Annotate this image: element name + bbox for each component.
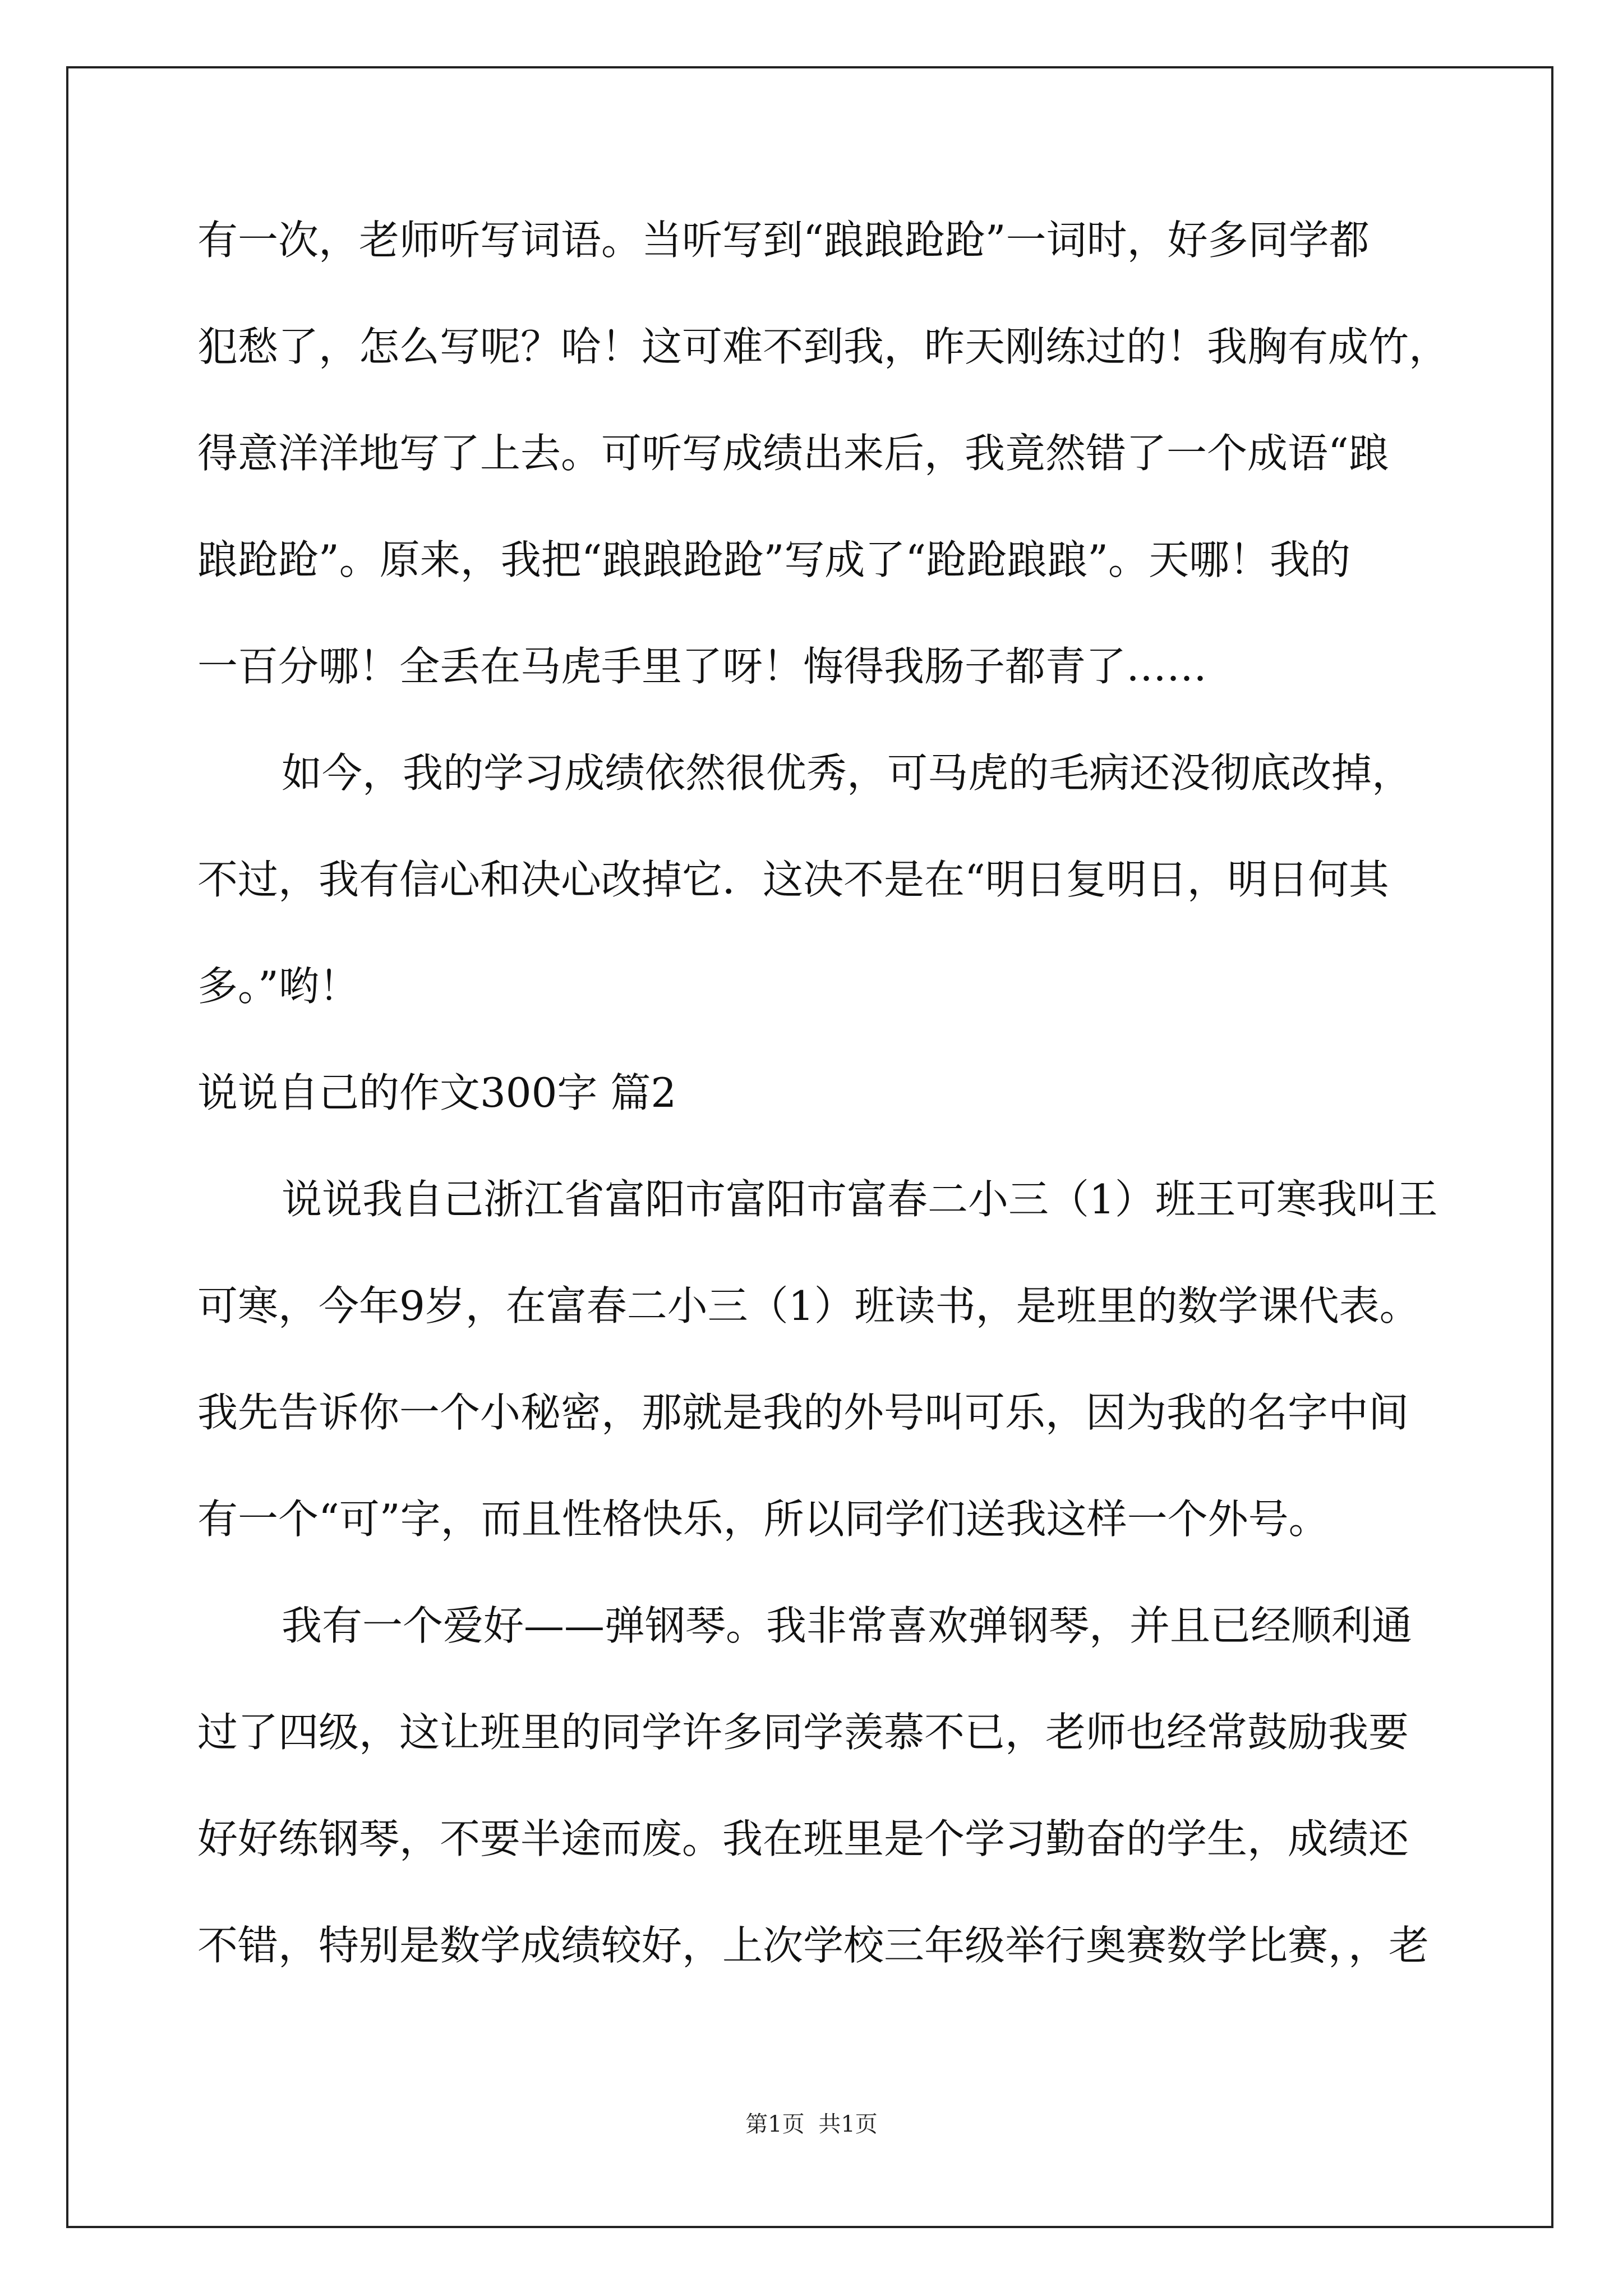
paragraph-line: 一百分哪！全丢在马虎手里了呀！悔得我肠子都青了…… xyxy=(197,643,1207,690)
paragraph-line: 踉跄跄”。原来，我把“踉踉跄跄”写成了“跄跄踉踉”。天哪！我的 xyxy=(197,536,1351,583)
section-heading: 说说自己的作文300字 篇2 xyxy=(197,1069,677,1116)
paragraph-line: 犯愁了，怎么写呢？哈！这可难不到我，昨天刚练过的！我胸有成竹， xyxy=(197,323,1450,370)
paragraph-line: 有一个“可”字，而且性格快乐，所以同学们送我这样一个外号。 xyxy=(197,1496,1329,1543)
paragraph-line: 可寒，今年9岁，在富春二小三（1）班读书，是班里的数学课代表。 xyxy=(197,1282,1420,1329)
paragraph-line: 得意洋洋地写了上去。可听写成绩出来后，我竟然错了一个成语“踉 xyxy=(197,430,1389,477)
page-total: 共1页 xyxy=(818,2111,878,2137)
paragraph-line: 有一次，老师听写词语。当听写到“踉踉跄跄”一词时，好多同学都 xyxy=(197,217,1370,264)
paragraph-line: 我先告诉你一个小秘密，那就是我的外号叫可乐，因为我的名字中间 xyxy=(197,1389,1409,1436)
paragraph-line: 好好练钢琴，不要半途而废。我在班里是个学习勤奋的学生，成绩还 xyxy=(197,1815,1409,1862)
paragraph-line: 不错，特别是数学成绩较好，上次学校三年级举行奥赛数学比赛，，老 xyxy=(197,1922,1430,1969)
paragraph-line: 多。”哟！ xyxy=(197,963,359,1010)
paragraph-line: 说说我自己浙江省富阳市富阳市富春二小三（1）班王可寒我叫王 xyxy=(282,1176,1438,1223)
paragraph-line: 过了四级，这让班里的同学许多同学羡慕不已，老师也经常鼓励我要 xyxy=(197,1709,1409,1756)
page-number: 第1页 xyxy=(745,2111,805,2137)
paragraph-line: 不过，我有信心和决心改掉它．这决不是在“明日复明日，明日何其 xyxy=(197,856,1389,903)
paragraph-line: 我有一个爱好——弹钢琴。我非常喜欢弹钢琴，并且已经顺利通 xyxy=(282,1602,1413,1649)
paragraph-line: 如今，我的学习成绩依然很优秀，可马虎的毛病还没彻底改掉， xyxy=(282,749,1413,797)
page-border xyxy=(66,66,1553,2228)
page-footer xyxy=(0,2110,1623,2138)
